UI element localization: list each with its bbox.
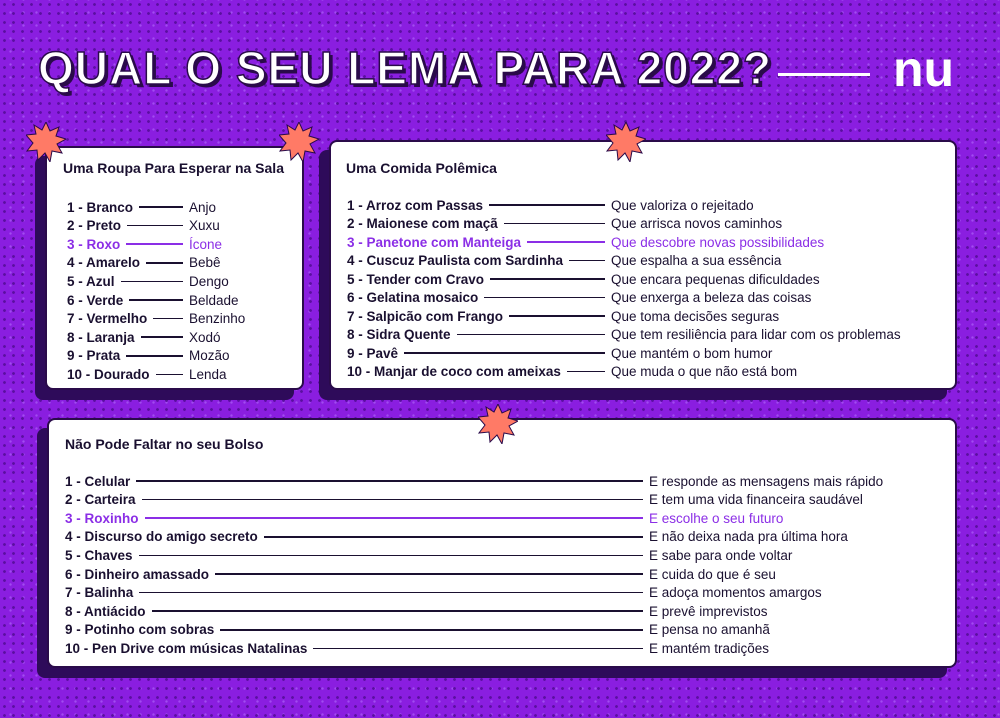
list-item xyxy=(67,254,221,272)
connector-line xyxy=(489,204,605,206)
item-motto: Que arrisca novos caminhos xyxy=(611,216,783,231)
list-item xyxy=(67,365,227,383)
item-option: 4 - Cuscuz Paulista com Sardinha xyxy=(347,253,564,268)
starburst-icon xyxy=(26,122,66,162)
item-motto: Que espalha a sua essência xyxy=(611,253,782,268)
connector-line xyxy=(146,262,183,264)
connector-line xyxy=(121,281,183,283)
item-option: 6 - Verde xyxy=(67,292,124,308)
item-motto: Xuxu xyxy=(189,218,220,234)
item-motto: E prevê imprevistos xyxy=(649,603,768,619)
item-motto: Que enxerga a beleza das coisas xyxy=(611,290,812,305)
starburst-shape xyxy=(279,122,319,162)
connector-line xyxy=(156,374,183,376)
item-option: 8 - Antiácido xyxy=(65,603,146,619)
item-motto: Dengo xyxy=(189,273,229,289)
card-body xyxy=(47,418,957,668)
item-motto: Que muda o que não está bom xyxy=(611,364,798,379)
list-item xyxy=(347,344,772,362)
list-item xyxy=(67,217,220,235)
list-item xyxy=(65,565,776,583)
list-item xyxy=(67,272,229,290)
connector-line xyxy=(313,648,643,650)
item-motto: Que valoriza o rejeitado xyxy=(611,197,754,213)
connector-line xyxy=(142,499,643,501)
item-option: 2 - Maionese com maçã xyxy=(347,216,498,231)
card-roupa xyxy=(45,146,304,390)
item-option: 9 - Pavê xyxy=(347,345,399,361)
page-title: QUAL O SEU LEMA PARA 2022? xyxy=(38,42,773,94)
connector-line xyxy=(457,334,605,336)
connector-line xyxy=(126,243,183,245)
item-option: 2 - Preto xyxy=(67,218,122,234)
list-item xyxy=(347,363,797,381)
item-option: 1 - Branco xyxy=(67,199,134,215)
connector-line xyxy=(220,629,643,631)
list-item xyxy=(347,196,754,214)
card-bolso xyxy=(47,418,957,668)
item-motto: Benzinho xyxy=(189,311,246,327)
item-motto: Que mantém o bom humor xyxy=(611,345,773,361)
list-item xyxy=(67,328,221,346)
list-item xyxy=(67,310,245,328)
connector-line xyxy=(404,352,605,354)
item-option: 10 - Dourado xyxy=(67,366,150,382)
item-option: 7 - Balinha xyxy=(65,585,134,601)
connector-line xyxy=(509,315,605,317)
connector-line xyxy=(527,241,605,243)
connector-line xyxy=(569,260,605,262)
item-option: 9 - Potinho com sobras xyxy=(65,622,215,638)
connector-line xyxy=(139,555,643,557)
item-option: 10 - Pen Drive com músicas Natalinas xyxy=(65,640,308,656)
card-body xyxy=(329,140,957,390)
list-item xyxy=(65,621,770,639)
list-item xyxy=(67,291,239,309)
starburst-icon xyxy=(478,404,518,444)
title-divider xyxy=(778,73,870,76)
item-motto: Que descobre novas possibilidades xyxy=(611,234,825,250)
item-motto: E não deixa nada pra última hora xyxy=(649,529,848,545)
list-item xyxy=(347,252,781,270)
item-motto: Bebê xyxy=(189,255,221,271)
list-item xyxy=(347,270,820,288)
item-motto: Que tem resiliência para lidar com os problemas xyxy=(611,327,901,342)
list-item xyxy=(65,472,883,490)
card-title: Uma Comida Polêmica xyxy=(346,160,497,176)
item-motto: E escolhe o seu futuro xyxy=(649,510,784,526)
item-motto: Beldade xyxy=(189,292,239,308)
connector-line xyxy=(136,480,643,482)
connector-line xyxy=(152,610,643,612)
connector-line xyxy=(264,536,643,538)
list-item xyxy=(347,307,779,325)
item-option: 1 - Arroz com Passas xyxy=(347,197,484,213)
connector-line xyxy=(153,318,183,320)
connector-line xyxy=(504,223,605,225)
item-motto: Mozão xyxy=(189,348,230,364)
item-motto: Lenda xyxy=(189,366,227,382)
list-item xyxy=(65,639,769,657)
list-item xyxy=(347,233,824,251)
starburst-shape xyxy=(606,122,646,162)
list-item xyxy=(65,528,848,546)
list-item xyxy=(65,584,822,602)
item-option: 5 - Azul xyxy=(67,273,115,289)
card-comida xyxy=(329,140,957,390)
item-option: 8 - Sidra Quente xyxy=(347,327,451,342)
item-option: 5 - Chaves xyxy=(65,547,133,563)
card-title: Uma Roupa Para Esperar na Sala xyxy=(63,160,284,176)
item-option: 6 - Dinheiro amassado xyxy=(65,566,210,582)
list-item xyxy=(347,289,811,307)
list-item xyxy=(67,347,230,365)
list-item xyxy=(65,509,783,527)
item-option: 1 - Celular xyxy=(65,473,131,489)
list-item xyxy=(67,235,222,253)
list-item xyxy=(65,491,863,509)
item-motto: Anjo xyxy=(189,199,217,215)
card-body xyxy=(45,146,304,390)
list-item xyxy=(65,546,792,564)
item-option: 10 - Manjar de coco com ameixas xyxy=(347,364,561,379)
starburst-shape xyxy=(26,122,66,162)
item-motto: E pensa no amanhã xyxy=(649,622,770,638)
connector-line xyxy=(567,371,605,373)
connector-line xyxy=(215,573,643,575)
item-motto: E sabe para onde voltar xyxy=(649,547,793,563)
logo-text: nu xyxy=(893,48,955,94)
connector-line xyxy=(127,225,183,227)
list-item xyxy=(347,326,901,344)
item-motto: Xodó xyxy=(189,329,221,345)
item-option: 6 - Gelatina mosaico xyxy=(347,290,479,305)
item-motto: E responde as mensagens mais rápido xyxy=(649,473,884,489)
item-option: 4 - Amarelo xyxy=(67,255,141,271)
connector-line xyxy=(139,592,643,594)
item-motto: Ícone xyxy=(189,236,223,252)
starburst-icon xyxy=(606,122,646,162)
item-motto: E cuida do que é seu xyxy=(649,566,776,582)
connector-line xyxy=(490,278,605,280)
item-motto: E mantém tradições xyxy=(649,640,770,656)
nubank-logo xyxy=(893,48,963,94)
connector-line xyxy=(141,336,183,338)
item-motto: E adoça momentos amargos xyxy=(649,585,822,601)
connector-line xyxy=(484,297,605,299)
item-option: 8 - Laranja xyxy=(67,329,135,345)
list-item xyxy=(67,198,216,216)
item-option: 5 - Tender com Cravo xyxy=(347,271,485,287)
starburst-shape xyxy=(478,404,518,444)
starburst-icon xyxy=(279,122,319,162)
item-motto: Que encara pequenas dificuldades xyxy=(611,271,820,287)
connector-line xyxy=(139,206,183,208)
item-motto: E tem uma vida financeira saudável xyxy=(649,492,863,508)
item-option: 3 - Roxinho xyxy=(65,510,139,526)
item-option: 2 - Carteira xyxy=(65,492,136,508)
item-option: 9 - Prata xyxy=(67,348,121,364)
connector-line xyxy=(145,517,644,519)
item-option: 3 - Roxo xyxy=(67,236,121,252)
item-option: 4 - Discurso do amigo secreto xyxy=(65,529,258,545)
list-item xyxy=(347,215,782,233)
card-title: Não Pode Faltar no seu Bolso xyxy=(65,436,264,452)
connector-line xyxy=(126,355,183,357)
item-option: 7 - Salpicão com Frango xyxy=(347,308,504,324)
connector-line xyxy=(129,299,183,301)
item-motto: Que toma decisões seguras xyxy=(611,308,780,324)
item-option: 7 - Vermelho xyxy=(67,311,148,327)
item-option: 3 - Panetone com Manteiga xyxy=(347,234,522,250)
list-item xyxy=(65,602,768,620)
